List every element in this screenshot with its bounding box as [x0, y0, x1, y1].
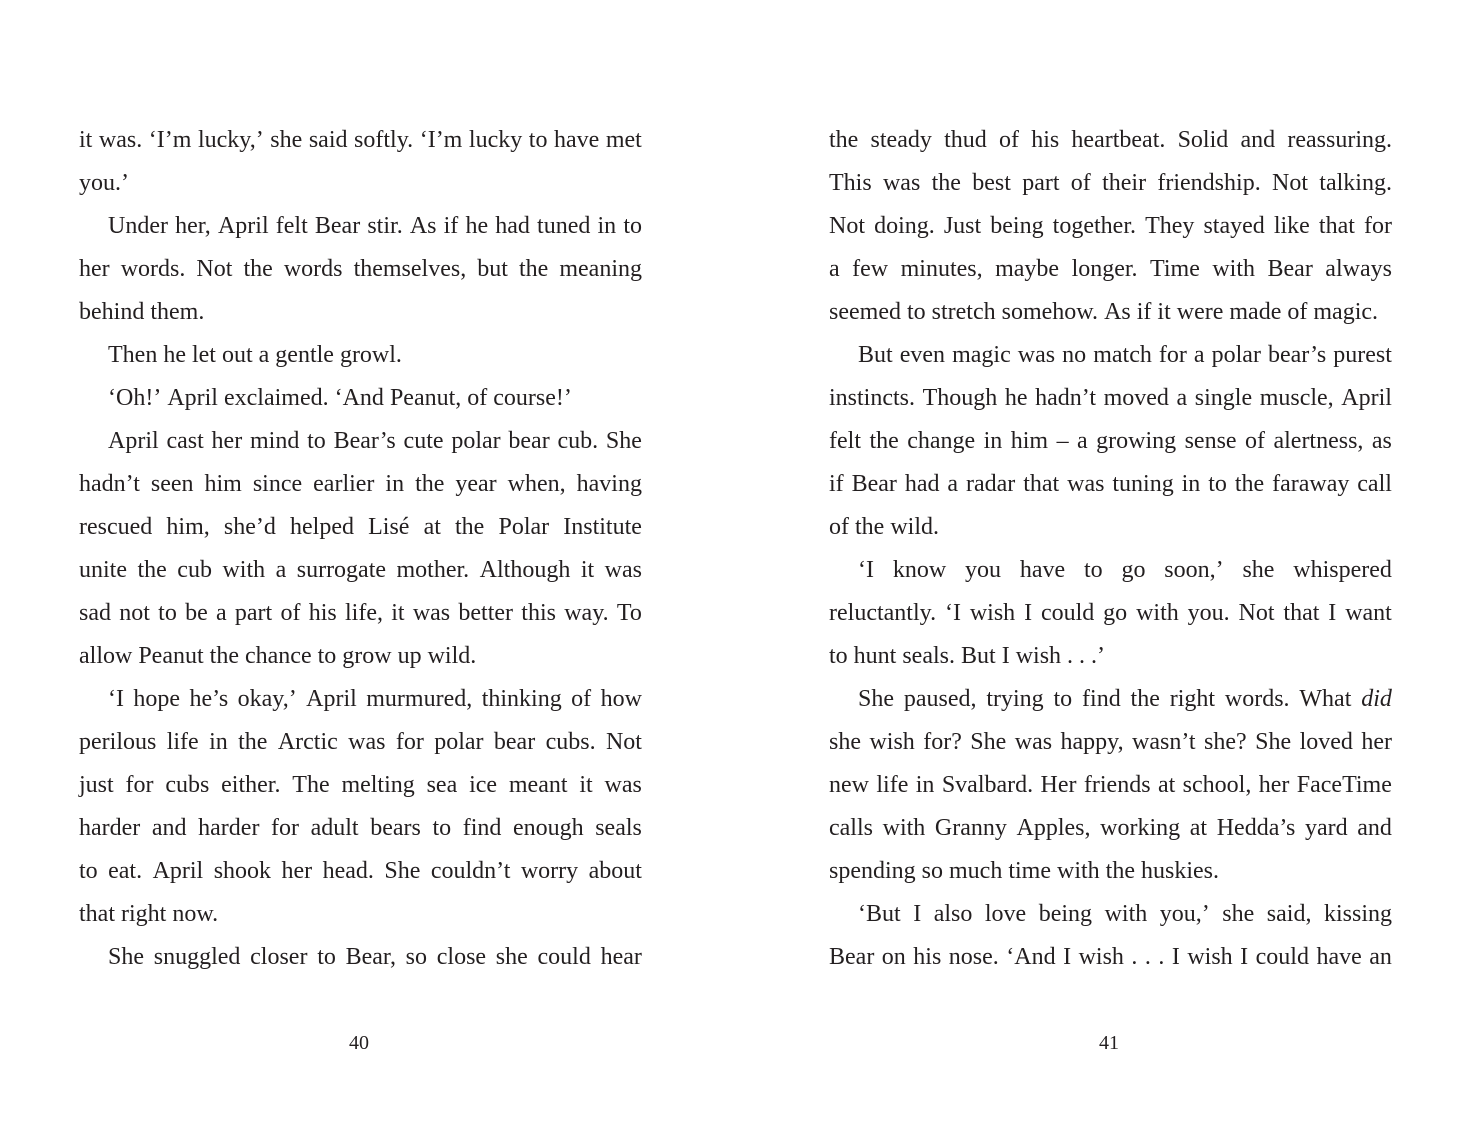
text-line: a few minutes, maybe longer. Time with Bear always [829, 256, 1392, 282]
text-line: ‘Oh!’ April exclaimed. ‘And Peanut, of course!’ [108, 385, 572, 411]
text-line: Bear on his nose. ‘And I wish . . . I wish I could have an [829, 944, 1392, 970]
text-line: unite the cub with a surrogate mother. Although it was [79, 557, 642, 583]
text-line: to hunt seals. But I wish . . .’ [829, 643, 1106, 669]
text-line: instincts. Though he hadn’t moved a single muscle, April [829, 385, 1392, 411]
text-line: She snuggled closer to Bear, so close she could hear [108, 944, 642, 970]
text-line: to eat. April shook her head. She couldn’t worry about [79, 858, 642, 884]
text-line: it was. ‘I’m lucky,’ she said softly. ‘I’m lucky to have met [79, 127, 642, 153]
text-line: perilous life in the Arctic was for polar bear cubs. Not [79, 729, 642, 755]
text-line: she wish for? She was happy, wasn’t she? She loved her [829, 729, 1392, 755]
text-line: seemed to stretch somehow. As if it were made of magic. [829, 299, 1379, 325]
text-line: Not doing. Just being together. They stayed like that for [829, 213, 1392, 239]
text-line: rescued him, she’d helped Lisé at the Polar Institute [79, 514, 642, 540]
text-line: But even magic was no match for a polar bear’s purest [858, 342, 1392, 368]
text-line: April cast her mind to Bear’s cute polar bear cub. She [108, 428, 642, 454]
text-line: hadn’t seen him since earlier in the year when, having [79, 471, 642, 497]
text-line: the steady thud of his heartbeat. Solid and reassuring. [829, 127, 1392, 153]
text-line: of the wild. [829, 514, 939, 540]
text-line: She paused, trying to find the right words. What did [858, 686, 1392, 712]
text-line: just for cubs either. The melting sea ice meant it was [79, 772, 642, 798]
text-line: reluctantly. ‘I wish I could go with you. Not that I want [829, 600, 1392, 626]
page-number-left: 40 [349, 1032, 369, 1054]
text-line: harder and harder for adult bears to find enough seals [79, 815, 642, 841]
text-line: Then he let out a gentle growl. [108, 342, 402, 368]
text-line: Under her, April felt Bear stir. As if he had tuned in to [108, 213, 642, 239]
text-line: calls with Granny Apples, working at Hedda’s yard and [829, 815, 1392, 841]
text-line: This was the best part of their friendship. Not talking. [829, 170, 1392, 196]
text-line: felt the change in him – a growing sense of alertness, as [829, 428, 1392, 454]
text-line: ‘I hope he’s okay,’ April murmured, thinking of how [108, 686, 642, 712]
text-line: spending so much time with the huskies. [829, 858, 1219, 884]
page-number-right: 41 [1099, 1032, 1119, 1054]
text-line: new life in Svalbard. Her friends at school, her FaceTime [829, 772, 1392, 798]
text-line: allow Peanut the chance to grow up wild. [79, 643, 477, 669]
text-line: ‘I know you have to go soon,’ she whispered [858, 557, 1392, 583]
right-page [829, 119, 1392, 979]
text-line: sad not to be a part of his life, it was better this way. To [79, 600, 642, 626]
text-line: ‘But I also love being with you,’ she said, kissing [858, 901, 1392, 927]
text-line: if Bear had a radar that was tuning in to the faraway call [829, 471, 1392, 497]
left-page [79, 119, 642, 979]
text-line: behind them. [79, 299, 205, 325]
text-line: that right now. [79, 901, 219, 927]
text-line: you.’ [79, 170, 129, 196]
text-line: her words. Not the words themselves, but the meaning [79, 256, 642, 282]
